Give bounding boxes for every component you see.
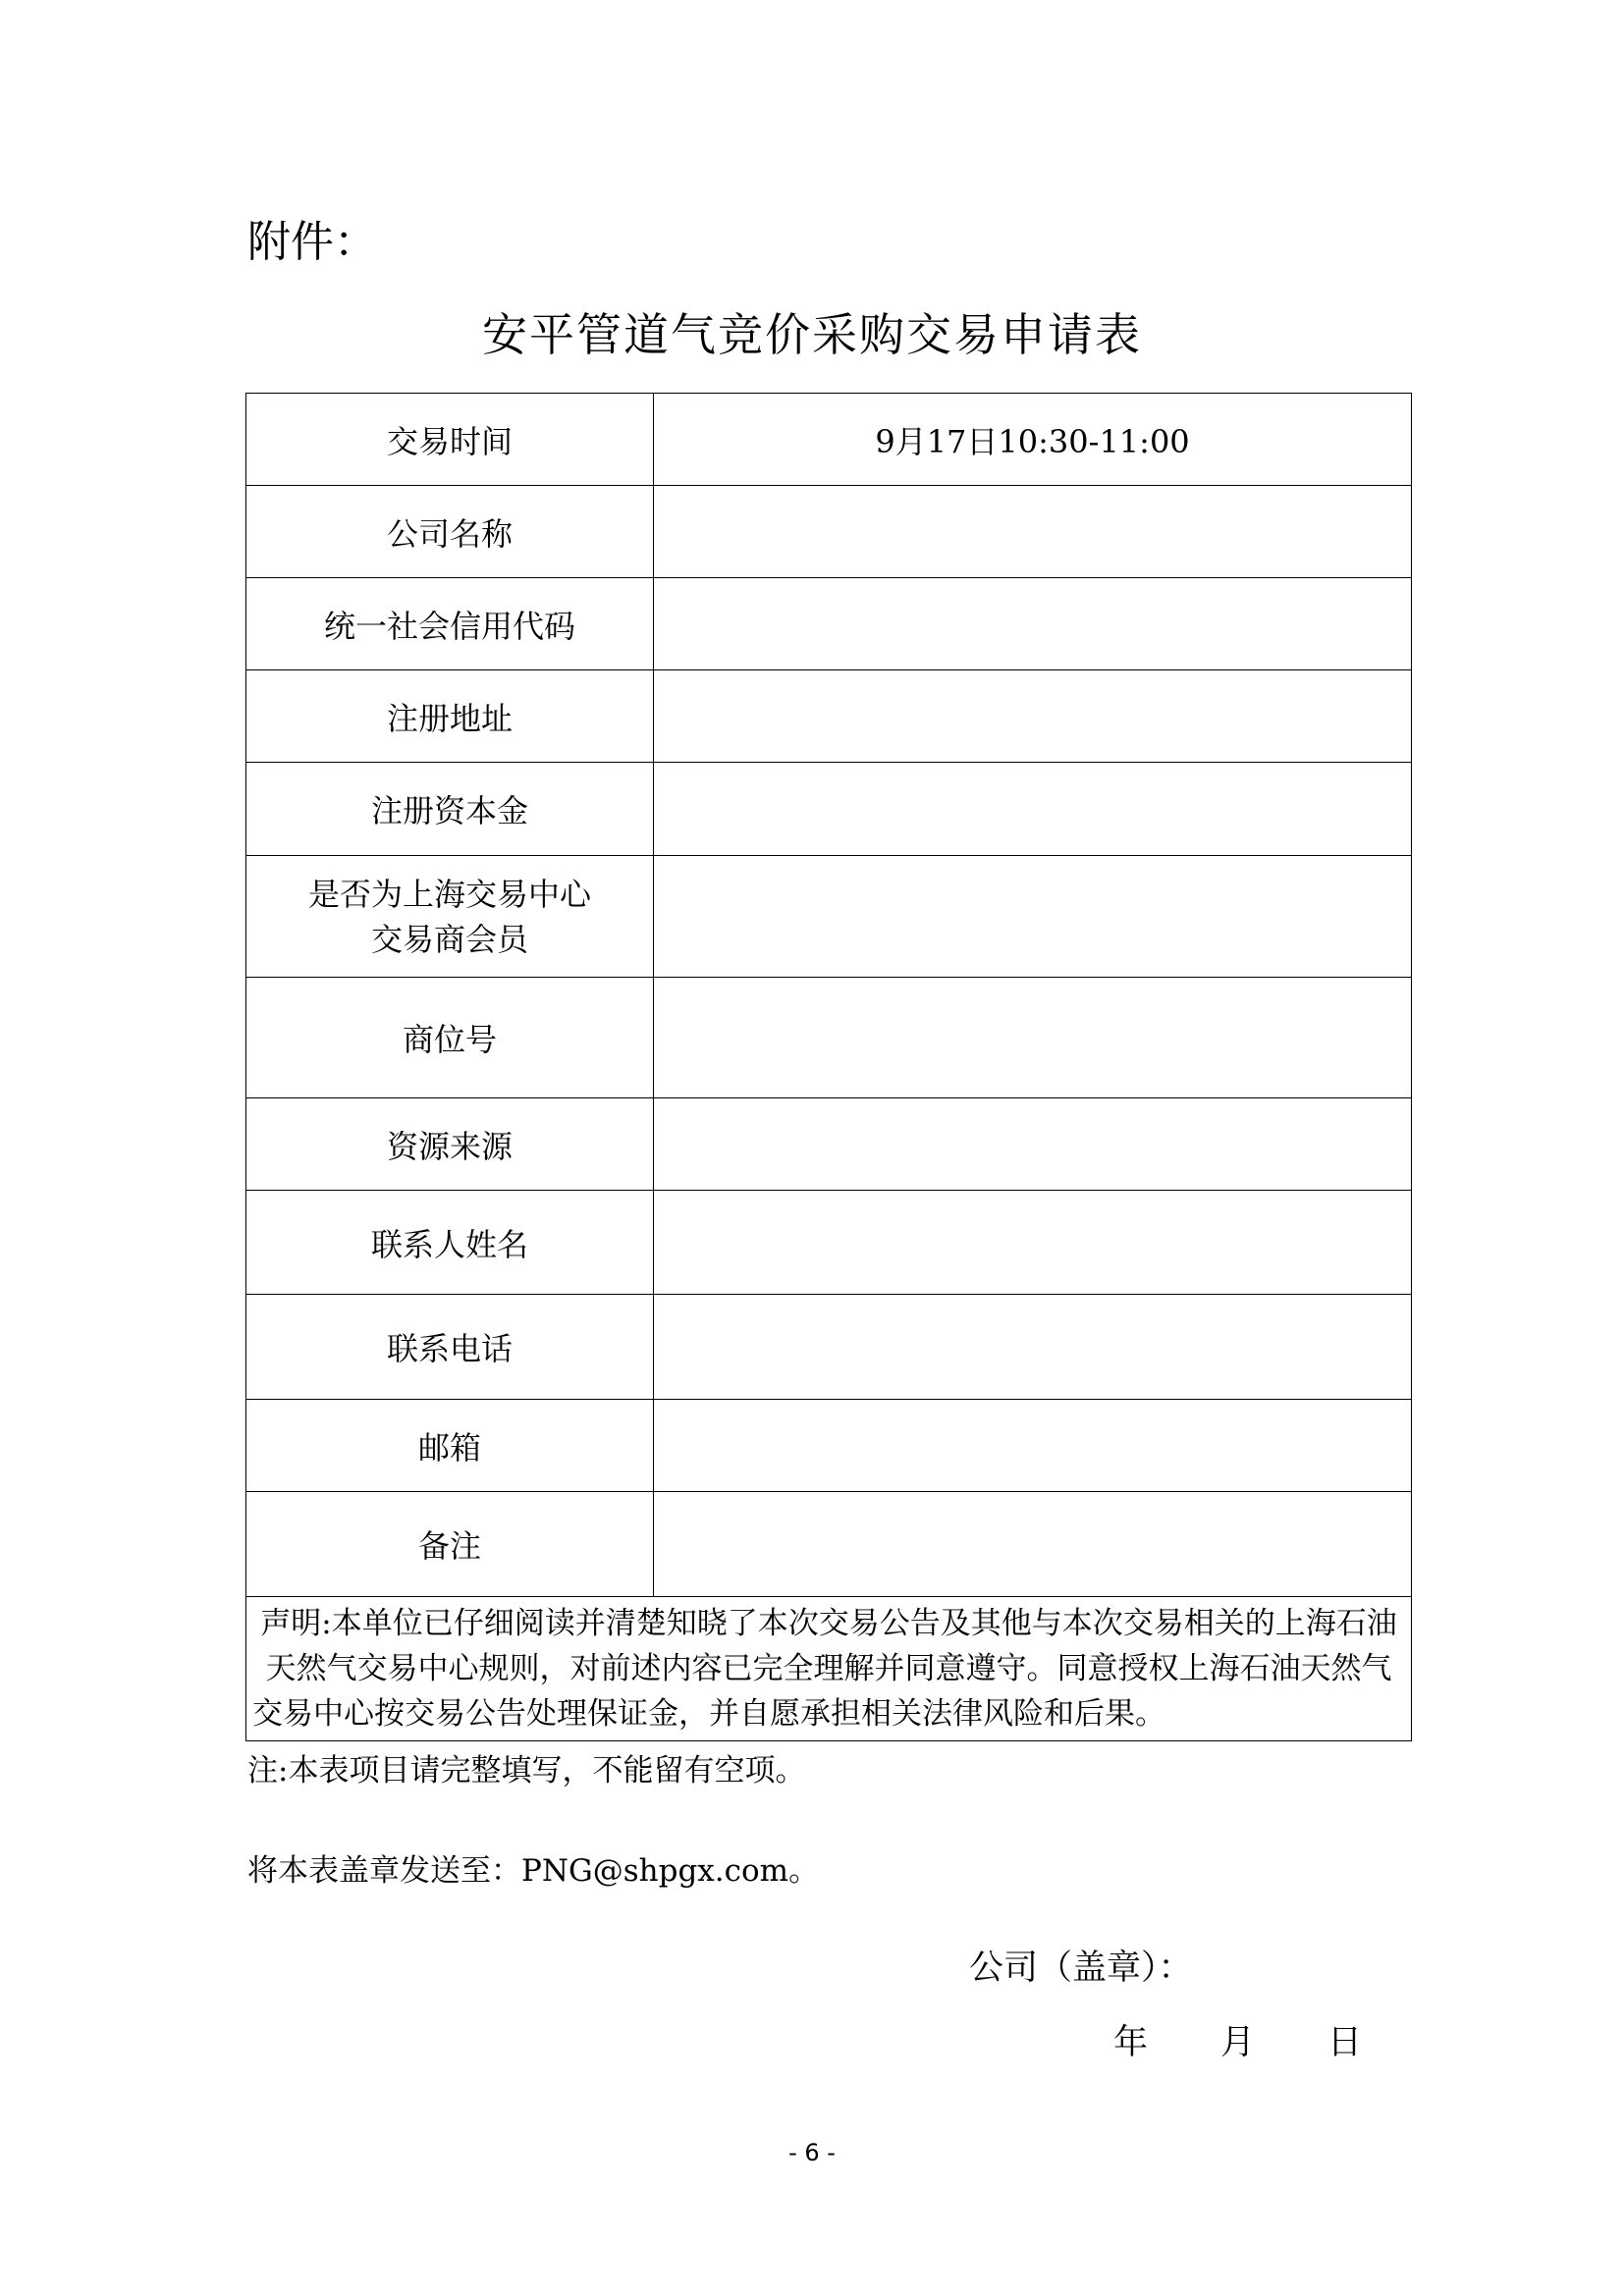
table-row [246, 978, 1412, 1098]
registered-capital-field[interactable] [654, 763, 1412, 856]
booth-number-label: 商位号 [246, 978, 654, 1098]
company-name-label: 公司名称 [246, 486, 654, 578]
company-seal-label: 公司（盖章）： [969, 1949, 1193, 1988]
fill-note: 注:本表项目请完整填写，不能留有空项。 [247, 1753, 806, 1789]
contact-name-label: 联系人姓名 [246, 1191, 654, 1295]
resource-source-field[interactable] [654, 1098, 1412, 1191]
year-label: 年 [1113, 2023, 1149, 2062]
table-row [246, 1098, 1412, 1191]
booth-number-field[interactable] [654, 978, 1412, 1098]
registered-capital-label: 注册资本金 [246, 763, 654, 856]
member-status-field[interactable] [654, 856, 1412, 978]
contact-phone-label: 联系电话 [246, 1295, 654, 1400]
trade-time-label: 交易时间 [246, 394, 654, 486]
document-title: 安平管道气竞价采购交易申请表 [482, 308, 1142, 361]
table-row [246, 856, 1412, 978]
remarks-label: 备注 [246, 1492, 654, 1597]
member-status-label-line1: 是否为上海交易中心 [307, 875, 591, 913]
table-row [246, 1295, 1412, 1400]
table-row [246, 1400, 1412, 1492]
registered-address-field[interactable] [654, 670, 1412, 763]
contact-name-field[interactable] [654, 1191, 1412, 1295]
credit-code-field[interactable] [654, 578, 1412, 670]
registered-address-label: 注册地址 [246, 670, 654, 763]
table-row [246, 1597, 1412, 1741]
signature-date [1113, 2015, 1362, 2064]
email-label: 邮箱 [246, 1400, 654, 1492]
send-to-note: 将本表盖章发送至：PNG@shpgx.com。 [247, 1853, 820, 1889]
table-row [246, 670, 1412, 763]
email-field[interactable] [654, 1400, 1412, 1492]
table-row [246, 763, 1412, 856]
declaration-text: 声明:本单位已仔细阅读并清楚知晓了本次交易公告及其他与本次交易相关的上海石油天然气交易中心规则，对前述内容已完全理解并同意遵守。同意授权上海石油天然气交易中心按交易公告处理保证金，并自愿承担相关法律风险和后果。 [246, 1597, 1412, 1741]
table-row [246, 394, 1412, 486]
application-form-table [245, 393, 1412, 1741]
remarks-field[interactable] [654, 1492, 1412, 1597]
table-row [246, 486, 1412, 578]
credit-code-label: 统一社会信用代码 [246, 578, 654, 670]
resource-source-label: 资源来源 [246, 1098, 654, 1191]
member-status-label-line2: 交易商会员 [370, 920, 528, 958]
table-row [246, 578, 1412, 670]
page-number: - 6 - [788, 2139, 836, 2166]
attachment-label: 附件： [247, 217, 377, 267]
company-name-field[interactable] [654, 486, 1412, 578]
contact-phone-field[interactable] [654, 1295, 1412, 1400]
trade-time-value[interactable]: 9月17日10:30-11:00 [654, 394, 1412, 486]
table-row [246, 1492, 1412, 1597]
day-label: 日 [1327, 2023, 1363, 2062]
month-label: 月 [1220, 2023, 1256, 2062]
member-status-label [246, 856, 654, 978]
table-row [246, 1191, 1412, 1295]
